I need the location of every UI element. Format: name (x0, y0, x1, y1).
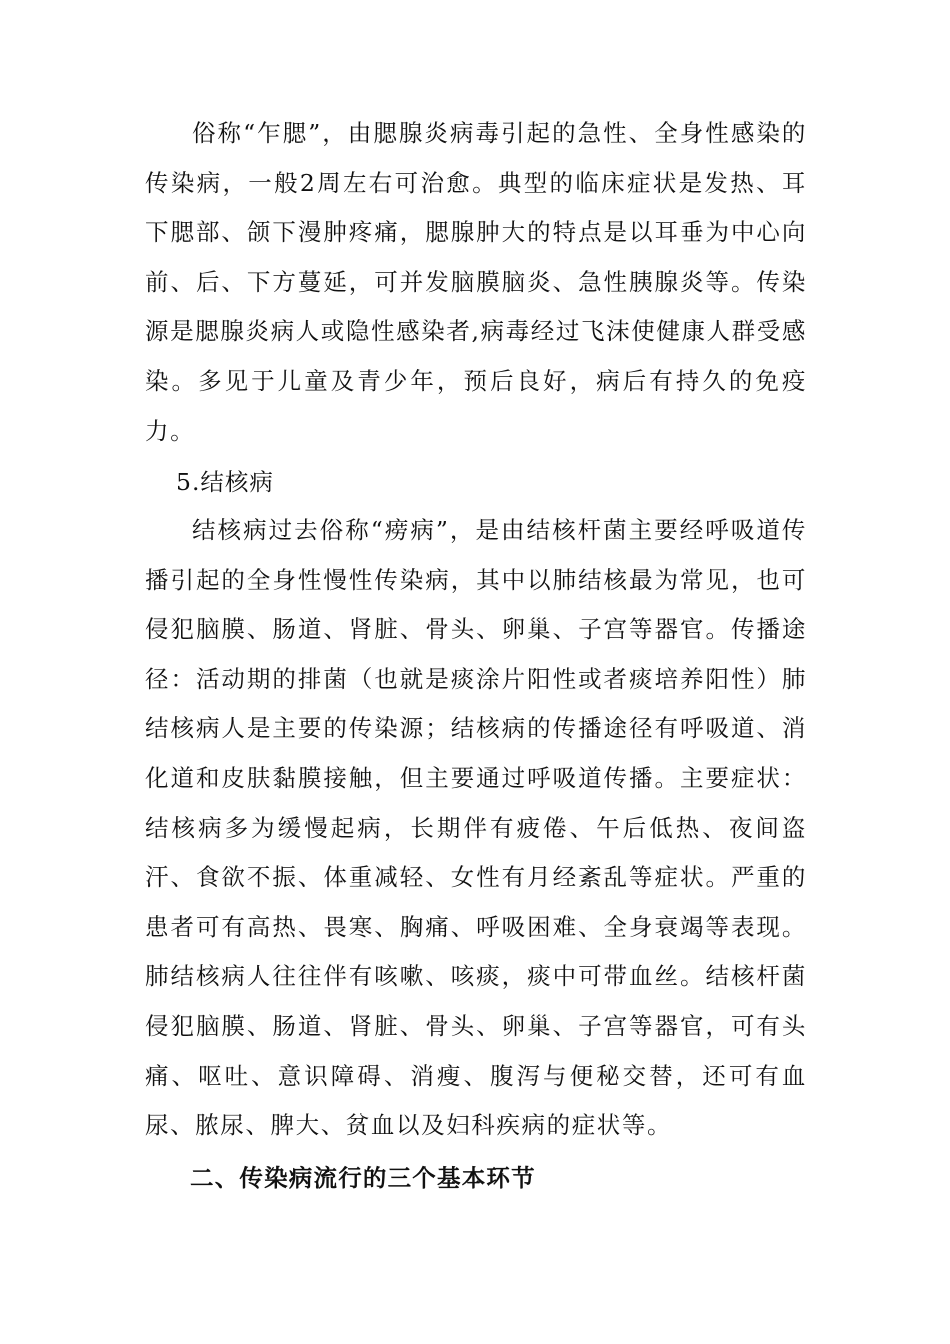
mumps-paragraph: 俗称“乍腮”，由腮腺炎病毒引起的急性、全身性感染的传染病，一般2周左右可治愈。典型的临床症状是发热、耳下腮部、颌下漫肿疼痛，腮腺肿大的特点是以耳垂为中心向前、后、下方蔓延，可并发脑膜脑炎、急性胰腺炎等。传染源是腮腺炎病人或隐性感染者,病毒经过飞沫使健康人群受感染。多见于儿童及青少年，预后良好，病后有持久的免疫力。 (145, 119, 807, 445)
section-heading: 二、传染病流行的三个基本环节 (190, 1164, 536, 1192)
tuberculosis-paragraph: 结核病过去俗称“痨病”，是由结核杆菌主要经呼吸道传播引起的全身性慢性传染病，其中以肺结核最为常见，也可侵犯脑膜、肠道、肾脏、骨头、卵巢、子宫等器官。传播途径：活动期的排菌（也就是痰涂片阳性或者痰培养阳性）肺结核病人是主要的传染源；结核病的传播途径有呼吸道、消化道和皮肤黏膜接触，但主要通过呼吸道传播。主要症状：结核病多为缓慢起病，长期伴有疲倦、午后低热、夜间盗汗、食欲不振、体重减轻、女性有月经紊乱等症状。严重的患者可有高热、畏寒、胸痛、呼吸困难、全身衰竭等表现。肺结核病人往往伴有咳嗽、咳痰，痰中可带血丝。结核杆菌侵犯脑膜、肠道、肾脏、骨头、卵巢、子宫等器官，可有头痛、呕吐、意识障碍、消瘦、腹泻与便秘交替，还可有血尿、脓尿、脾大、贫血以及妇科疾病的症状等。 (145, 516, 807, 1140)
tuberculosis-heading: 5.结核病 (176, 468, 274, 496)
